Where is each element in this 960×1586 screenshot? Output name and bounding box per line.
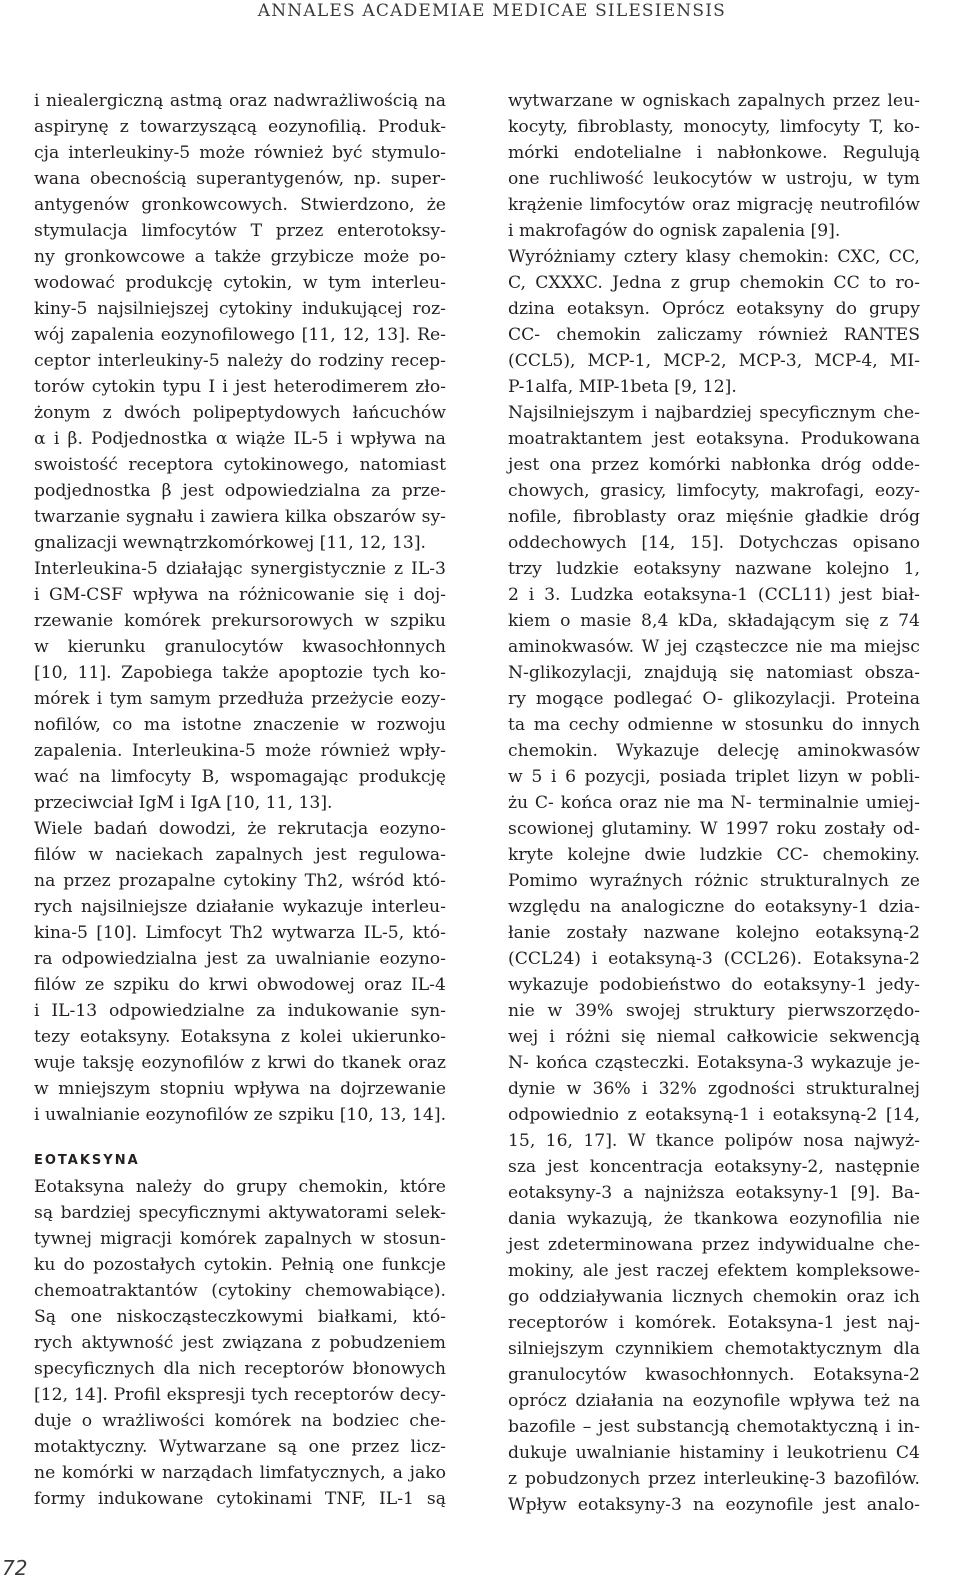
- text-line: rych najsilniejsze działanie wykazuje interleu-: [34, 897, 446, 917]
- text-line: mórki endotelialne i nabłonkowe. Regulują: [508, 143, 920, 163]
- text-line: swoistość receptora cytokinowego, natomiast: [34, 455, 446, 475]
- text-line: i IL-13 odpowiedzialne za indukowanie syn-: [34, 1001, 446, 1021]
- text-line: mokiny, ale jest raczej efektem kompleksowe-: [508, 1261, 920, 1281]
- text-line: N-glikozylacji, znajdują się natomiast obsza-: [508, 663, 920, 683]
- text-line: ny gronkowcowe a także grzybicze może po-: [34, 247, 446, 267]
- text-line: trzy ludzkie eotaksyny nazwane kolejno 1,: [508, 559, 920, 579]
- text-line: Pomimo wyraźnych różnic strukturalnych ze: [508, 871, 920, 891]
- page-number: 72: [2, 1556, 28, 1580]
- text-line: Eotaksyna należy do grupy chemokin, które: [34, 1177, 446, 1197]
- text-line: wytwarzane w ogniskach zapalnych przez leu-: [508, 91, 920, 111]
- text-line: dzina eotaksyn. Oprócz eotaksyny do grupy: [508, 299, 920, 319]
- text-line: chemokin. Wykazuje delecję aminokwasów: [508, 741, 920, 761]
- text-line: chemoatraktantów (cytokiny chemowabiące).: [34, 1281, 446, 1301]
- text-line: ne komórki w narządach limfatycznych, a jako: [34, 1463, 446, 1483]
- text-line: one ruchliwość leukocytów w ustroju, w tym: [508, 169, 920, 189]
- text-line: Najsilniejszym i najbardziej specyficznym che-: [508, 403, 920, 423]
- text-line: są bardziej specyficznymi aktywatorami selek-: [34, 1203, 446, 1223]
- text-line: α i β. Podjednostka α wiąże IL-5 i wpływa na: [34, 429, 446, 449]
- text-line: i uwalnianie eozynofilów ze szpiku [10, 13, 14].: [34, 1105, 447, 1125]
- text-line: podjednostka β jest odpowiedzialna za prze-: [34, 481, 446, 501]
- text-line: dukuje uwalnianie histaminy i leukotrienu C4: [508, 1443, 920, 1463]
- text-line: specyficznych dla nich receptorów błonowych: [34, 1359, 446, 1379]
- text-line: nofilów, co ma istotne znaczenie w rozwoju: [34, 715, 446, 735]
- text-line: w kierunku granulocytów kwasochłonnych: [34, 637, 446, 657]
- text-line: 15, 16, 17]. W tkance polipów nosa najwyż-: [508, 1131, 920, 1151]
- text-line: Interleukina-5 działając synergistycznie z IL-3: [34, 559, 446, 579]
- text-line: aminokwasów. W jej cząsteczce nie ma miejsc: [508, 637, 920, 657]
- text-line: [12, 14]. Profil ekspresji tych receptorów decy-: [34, 1385, 446, 1405]
- text-line: silniejszym czynnikiem chemotaktycznym dla: [508, 1339, 920, 1359]
- text-line: nofile, fibroblasty oraz mięśnie gładkie dróg: [508, 507, 920, 527]
- text-line: duje o wrażliwości komórek na bodziec che-: [34, 1411, 446, 1431]
- text-line: wój zapalenia eozynofilowego [11, 12, 13]. Re-: [34, 325, 446, 345]
- text-line: moatraktantem jest eotaksyna. Produkowana: [508, 429, 920, 449]
- section-heading: EOTAKSYNA: [34, 1153, 140, 1168]
- text-line: zapalenia. Interleukina-5 może również wpły-: [34, 741, 446, 761]
- text-line: eotaksyny-3 a najniższa eotaksyny-1 [9]. Ba-: [508, 1183, 920, 1203]
- text-line: łanie zostały nazwane kolejno eotaksyną-2: [508, 923, 920, 943]
- text-line: żu C- końca oraz nie ma N- terminalnie umiej-: [508, 793, 920, 813]
- text-line: Wiele badań dowodzi, że rekrutacja eozyno-: [34, 819, 446, 839]
- text-line: z pobudzonych przez interleukinę-3 bazofilów.: [508, 1469, 920, 1489]
- text-line: Są one niskocząsteczkowymi białkami, któ-: [34, 1307, 446, 1327]
- text-line: dania wykazują, że tkankowa eozynofilia nie: [508, 1209, 920, 1229]
- text-line: granulocytów kwasochłonnych. Eotaksyna-2: [508, 1365, 920, 1385]
- text-line: Wyróżniamy cztery klasy chemokin: CXC, CC,: [508, 247, 920, 267]
- text-line: (CCL24) i eotaksyną-3 (CCL26). Eotaksyna-2: [508, 949, 920, 969]
- text-line: rzewanie komórek prekursorowych w szpiku: [34, 611, 446, 631]
- text-line: wej i różni się niemal całkowicie sekwencją: [508, 1027, 920, 1047]
- text-line: 2 i 3. Ludzka eotaksyna-1 (CCL11) jest biał-: [508, 585, 920, 605]
- text-line: C, CXXXC. Jedna z grup chemokin CC to ro-: [508, 273, 920, 293]
- text-line: kryte kolejne dwie ludzkie CC- chemokiny.: [508, 845, 920, 865]
- right-column: [508, 88, 920, 1518]
- text-line: N- końca cząsteczki. Eotaksyna-3 wykazuje je-: [508, 1053, 920, 1073]
- left-text-top: [34, 88, 446, 1128]
- text-line: ra odpowiedzialna jest za uwalnianie eozyno-: [34, 949, 446, 969]
- text-line: bazofile – jest substancją chemotaktyczną i in-: [508, 1417, 920, 1437]
- text-line: gnalizacji wewnątrzkomórkowej [11, 12, 13].: [34, 533, 427, 553]
- text-line: odpowiednio z eotaksyną-1 i eotaksyną-2 [14,: [508, 1105, 920, 1125]
- text-line: w mniejszym stopniu wpływa na dojrzewanie: [34, 1079, 446, 1099]
- text-line: nie w 39% swojej struktury pierwszorzędo-: [508, 1001, 920, 1021]
- text-line: wykazuje podobieństwo do eotaksyny-1 jedy-: [508, 975, 920, 995]
- text-line: stymulacja limfocytów T przez enterotoksy-: [34, 221, 446, 241]
- right-text: [508, 88, 920, 1518]
- text-line: Wpływ eotaksyny-3 na eozynofile jest analo-: [508, 1495, 920, 1515]
- text-line: filów w naciekach zapalnych jest regulowa-: [34, 845, 446, 865]
- text-line: wać na limfocyty B, wspomagając produkcję: [34, 767, 446, 787]
- text-line: aspirynę z towarzyszącą eozynofilią. Produk-: [34, 117, 446, 137]
- text-line: wuje taksję eozynofilów z krwi do tkanek oraz: [34, 1053, 446, 1073]
- left-text-bottom: [34, 1174, 446, 1512]
- text-line: oprócz działania na eozynofile wpływa też na: [508, 1391, 920, 1411]
- text-line: mórek i tym samym przedłuża przeżycie eozy-: [34, 689, 446, 709]
- text-line: względu na analogiczne do eotaksyny-1 dzia-: [508, 897, 920, 917]
- left-column: [34, 88, 446, 1512]
- text-line: przeciwciał IgM i IgA [10, 11, 13].: [34, 793, 333, 813]
- text-line: twarzanie sygnału i zawiera kilka obszarów sy-: [34, 507, 446, 527]
- text-line: na przez prozapalne cytokiny Th2, wśród któ-: [34, 871, 446, 891]
- text-line: motaktyczny. Wytwarzane są one przez licz-: [34, 1437, 446, 1457]
- text-line: jest ona przez komórki nabłonka dróg odde-: [508, 455, 920, 475]
- text-line: kiny-5 najsilniejszej cytokiny indukującej roz-: [34, 299, 446, 319]
- text-line: CC- chemokin zaliczamy również RANTES: [508, 325, 920, 345]
- text-line: krążenie limfocytów oraz migrację neutrofilów: [508, 195, 920, 215]
- text-line: tezy eotaksyny. Eotaksyna z kolei ukierunko-: [34, 1027, 446, 1047]
- text-line: ta ma cechy odmienne w stosunku do innych: [508, 715, 920, 735]
- text-line: formy indukowane cytokinami TNF, IL-1 są: [34, 1489, 446, 1509]
- text-line: wana obecnością superantygenów, np. super-: [34, 169, 446, 189]
- text-line: oddechowych [14, 15]. Dotychczas opisano: [508, 533, 920, 553]
- text-line: scowionej glutaminy. W 1997 roku zostały od-: [508, 819, 920, 839]
- text-line: kina-5 [10]. Limfocyt Th2 wytwarza IL-5, któ-: [34, 923, 446, 943]
- text-line: rych aktywność jest związana z pobudzeniem: [34, 1333, 446, 1353]
- text-line: kiem o masie 8,4 kDa, składającym się z 74: [508, 611, 920, 631]
- text-line: go oddziaływania licznych chemokin oraz ich: [508, 1287, 920, 1307]
- text-line: jest zdeterminowana przez indywidualne che-: [508, 1235, 920, 1255]
- text-line: ry mogące podlegać O- glikozylacji. Proteina: [508, 689, 920, 709]
- text-line: ku do pozostałych cytokin. Pełnią one funkcje: [34, 1255, 446, 1275]
- text-line: filów ze szpiku do krwi obwodowej oraz IL-4: [34, 975, 446, 995]
- text-line: P-1alfa, MIP-1beta [9, 12].: [508, 377, 737, 397]
- text-line: antygenów gronkowcowych. Stwierdzono, że: [34, 195, 446, 215]
- text-line: receptorów i komórek. Eotaksyna-1 jest naj-: [508, 1313, 920, 1333]
- text-line: ceptor interleukiny-5 należy do rodziny recep-: [34, 351, 446, 371]
- text-line: sza jest koncentracja eotaksyny-2, następnie: [508, 1157, 920, 1177]
- text-line: i makrofagów do ognisk zapalenia [9].: [508, 221, 841, 241]
- journal-title: ANNALES ACADEMIAE MEDICAE SILESIENSIS: [257, 1, 726, 21]
- text-line: torów cytokin typu I i jest heterodimerem zło-: [34, 377, 446, 397]
- text-line: chowych, grasicy, limfocyty, makrofagi, eozy-: [508, 481, 920, 501]
- text-line: tywnej migracji komórek zapalnych w stosun-: [34, 1229, 446, 1249]
- text-line: żonym z dwóch polipeptydowych łańcuchów: [34, 403, 446, 423]
- text-line: i GM-CSF wpływa na różnicowanie się i doj-: [34, 585, 446, 605]
- text-line: [10, 11]. Zapobiega także apoptozie tych ko-: [34, 663, 446, 683]
- text-line: (CCL5), MCP-1, MCP-2, MCP-3, MCP-4, MI-: [508, 351, 920, 371]
- text-line: wodować produkcję cytokin, w tym interleu-: [34, 273, 446, 293]
- text-line: i niealergiczną astmą oraz nadwrażliwością na: [34, 91, 446, 111]
- text-line: kocyty, fibroblasty, monocyty, limfocyty T, ko-: [508, 117, 920, 137]
- text-line: w 5 i 6 pozycji, posiada triplet lizyn w pobli-: [508, 767, 920, 787]
- text-line: cja interleukiny-5 może również być stymulo-: [34, 143, 446, 163]
- running-header: [0, 0, 960, 24]
- text-line: dynie w 36% i 32% zgodności strukturalnej: [508, 1079, 920, 1099]
